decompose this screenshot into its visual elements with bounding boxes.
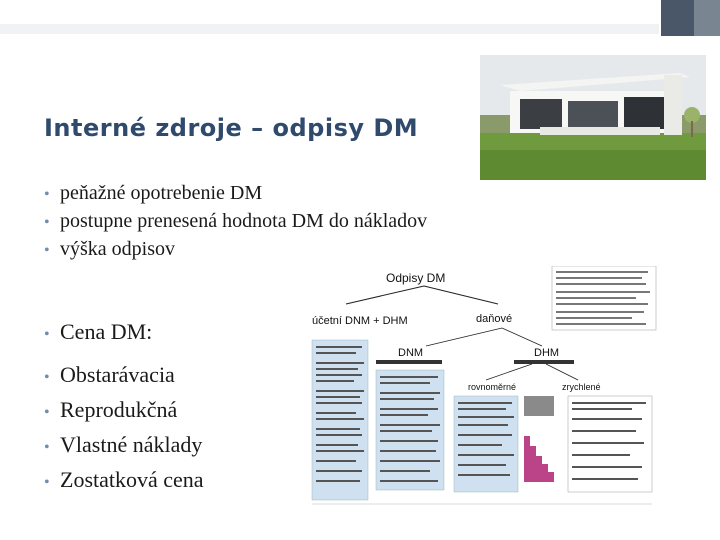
bullet-text: Vlastné náklady	[60, 432, 203, 457]
bullet-dot-icon: •	[44, 404, 50, 421]
dhm-link	[502, 328, 542, 346]
rovnomerne-label: rovnoměrné	[468, 382, 517, 392]
diagram-title: Odpisy DM	[386, 271, 446, 285]
zrychlene-label: zrychlené	[562, 382, 601, 392]
right-branch-label: daňové	[476, 313, 513, 325]
bullet-dot-icon: •	[44, 439, 50, 456]
bullet-dot-icon: •	[44, 242, 50, 259]
dnm-label: DNM	[398, 347, 424, 359]
slide-title: Interné zdroje – odpisy DM	[44, 114, 419, 142]
band-stripe	[0, 24, 684, 34]
bullet-text: postupne prenesená hodnota DM do nákladov	[60, 210, 428, 232]
rovnomerne-link	[486, 364, 532, 380]
small-bar-chart-even	[524, 396, 554, 416]
bullet-text: Cena DM:	[60, 319, 153, 344]
bullet-dot-icon: •	[44, 186, 50, 203]
house-photo	[480, 55, 706, 180]
dnm-link	[426, 328, 502, 346]
bullet-text: peňažné opotrebenie DM	[60, 182, 263, 204]
bullet-item	[44, 316, 204, 351]
bullet-list-top	[44, 180, 427, 264]
bullet-item	[44, 394, 204, 429]
bullet-item	[44, 464, 204, 499]
bullet-text: výška odpisov	[60, 238, 175, 260]
band-gray-block	[694, 0, 720, 36]
house-illustration	[480, 55, 706, 180]
bullet-dot-icon: •	[44, 214, 50, 231]
zrychlene-link	[546, 364, 578, 380]
bullet-list-bottom	[44, 316, 204, 499]
small-bar-chart-decreasing	[524, 436, 554, 482]
bullet-text: Reprodukčná	[60, 397, 178, 422]
bullet-dot-icon: •	[44, 326, 50, 343]
left-branch-label: účetní DNM + DHM	[312, 315, 408, 327]
bullet-dot-icon: •	[44, 474, 50, 491]
bullet-item	[44, 359, 204, 394]
bullet-item	[44, 208, 427, 236]
bullet-item	[44, 180, 427, 208]
dnm-underline	[376, 360, 442, 364]
branch-lines	[346, 286, 498, 304]
dhm-underline	[514, 360, 574, 364]
top-decorative-band	[0, 0, 720, 36]
bullet-text: Zostatková cena	[60, 467, 204, 492]
depreciation-diagram	[306, 266, 658, 510]
bullet-dot-icon: •	[44, 369, 50, 386]
bullet-item	[44, 236, 427, 264]
dhm-label: DHM	[534, 347, 560, 359]
bullet-text: Obstarávacia	[60, 362, 175, 387]
band-divider	[659, 0, 661, 36]
bullet-item	[44, 429, 204, 464]
band-dark-block	[660, 0, 694, 36]
